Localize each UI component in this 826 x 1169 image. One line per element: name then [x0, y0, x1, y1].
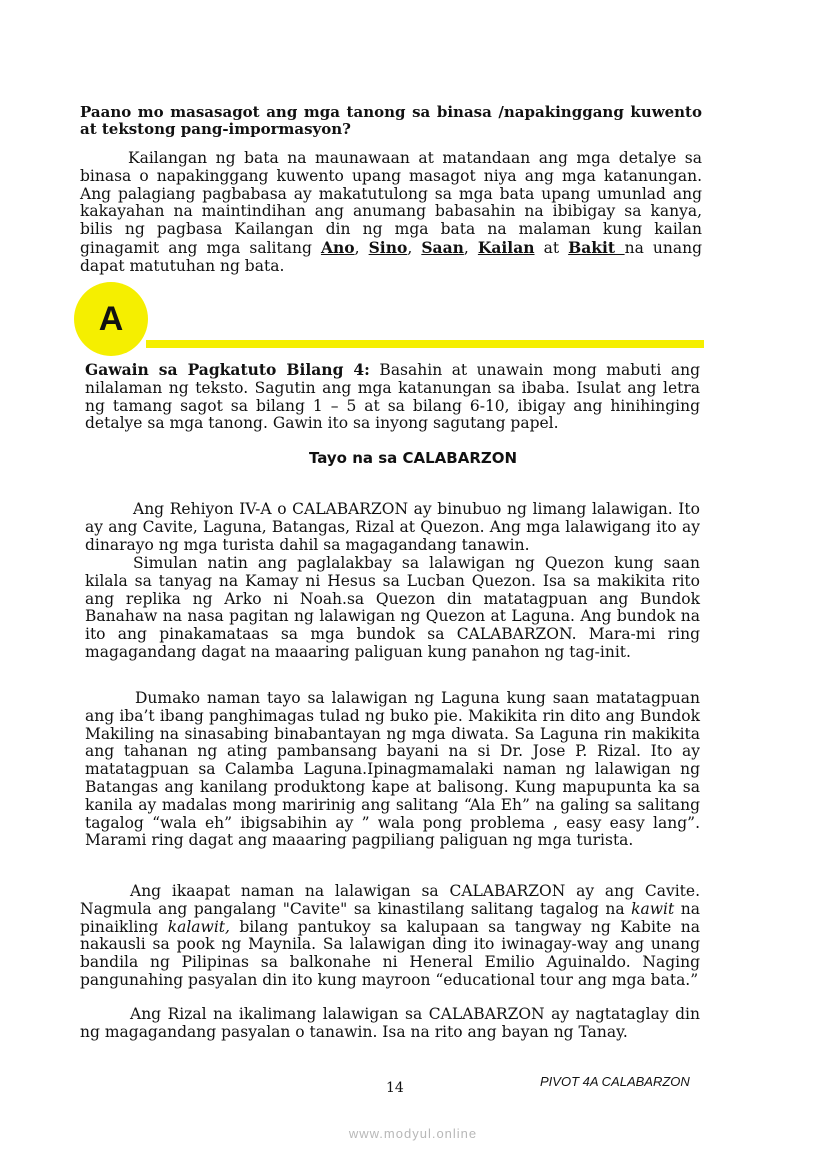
footer-label: PIVOT 4A CALABARZON — [540, 1074, 690, 1089]
keyword-sino: Sino — [368, 237, 408, 257]
paragraph-4: Ang ikaapat naman na lalawigan sa CALABARZON ay ang Cavite. Nagmula ang pangalang "Cavite" sa kinastilang salitang tagalog na kawit na pinaikling kalawit, bilang pantukoy sa kalupaan sa tangway ng Kabite na nakausli sa pook ng Maynila. Sa lalawigan ding ito iwinagay-way ang unang bandila ng Pilipinas sa balkonahe ni Heneral Emilio Aguinaldo. Naging pangunahing pasyalan din ito kung mayroon “educational tour ang mga bata.” — [80, 882, 701, 989]
keyword-ano: Ano — [320, 237, 355, 257]
section-divider-bar — [146, 340, 704, 348]
intro-paragraph: Kailangan ng bata na maunawaan at matandaan ang mga detalye sa binasa o napakinggang kuwento upang masagot niya ang mga katanungan. Ang palagiang pagbabasa ay makatutulong sa mga bata upang umunlad ang kakayahan na maintindihan ang anumang babasahin na ibibigay sa kanya, bilis ng pagbasa Kailangan din ng mga bata na malaman kung kailan ginagamit ang mga salitang Ano, Sino, Saan, Kailan at Bakit na unang dapat matutuhan ng bata. — [80, 149, 703, 275]
keyword-bakit: Bakit — [568, 237, 625, 257]
task-label: Gawain sa Pagkatuto Bilang 4: — [85, 360, 370, 379]
page-number: 14 — [386, 1080, 404, 1096]
paragraph-2: Simulan natin ang paglalakbay sa lalawigan ng Quezon kung saan kilala sa tanyag na Kamay ni Hesus sa Lucban Quezon. Isa sa makikita rito ang replika ng Arko ni Noah.sa Quezon din matatagpuan ang Bundok Banahaw na nasa pagitan ng lalawigan ng Quezon at Laguna. Ang bundok na ito ang pinakamataas sa mga bundok sa CALABARZON. Mara-mi ring magagandang dagat na maaaring paliguan kung panahon ng tag-init. — [85, 554, 700, 661]
section-badge: A — [74, 282, 148, 356]
watermark: www.modyul.online — [348, 1126, 478, 1141]
keyword-saan: Saan — [421, 237, 464, 257]
story-title: Tayo na sa CALABARZON — [308, 449, 518, 467]
paragraph-1: Ang Rehiyon IV-A o CALABARZON ay binubuo ng limang lalawigan. Ito ay ang Cavite, Laguna, Batangas, Rizal at Quezon. Ang mga lalawigang ito ay dinarayo ng mga turista dahil sa magagandang tanawin. — [85, 500, 700, 554]
question-heading: Paano mo masasagot ang mga tanong sa binasa /napakinggang kuwento at tekstong pang-impormasyon? — [80, 103, 702, 138]
keyword-kailan: Kailan — [477, 237, 535, 257]
task-instructions: Gawain sa Pagkatuto Bilang 4: Basahin at unawain mong mabuti ang nilalaman ng teksto. Sagutin ang mga katanungan sa ibaba. Isulat ang letra ng tamang sagot sa bilang 1 – 5 at sa bilang 6-10, ibigay ang hinihinging detalye sa mga tanong. Gawin ito sa inyong sagutang papel. — [85, 360, 700, 433]
paragraph-3: Dumako naman tayo sa lalawigan ng Laguna kung saan matatagpuan ang iba’t ibang panghimagas tulad ng buko pie. Makikita rin dito ang Bundok Makiling na sinasabing binabantayan ng mga diwata. Sa Laguna rin makikita ang tahanan ng ating pambansang bayani na si Dr. Jose P. Rizal. Ito ay matatagpuan sa Calamba Laguna.Ipinagmamalaki naman ng lalawigan ng Batangas ang kanilang produktong kape at balisong. Kung mapupunta ka sa kanila ay madalas mong maririnig ang salitang “Ala Eh” na galing sa salitang tagalog “wala eh” ibigsabihin ay ” wala pong problema , easy easy lang”. Marami ring dagat ang maaaring pagpiliang paliguan ng mga turista. — [85, 689, 700, 850]
paragraph-5: Ang Rizal na ikalimang lalawigan sa CALABARZON ay nagtataglay din ng magagandang pasyalan o tanawin. Isa na rito ang bayan ng Tanay. — [80, 1005, 700, 1041]
